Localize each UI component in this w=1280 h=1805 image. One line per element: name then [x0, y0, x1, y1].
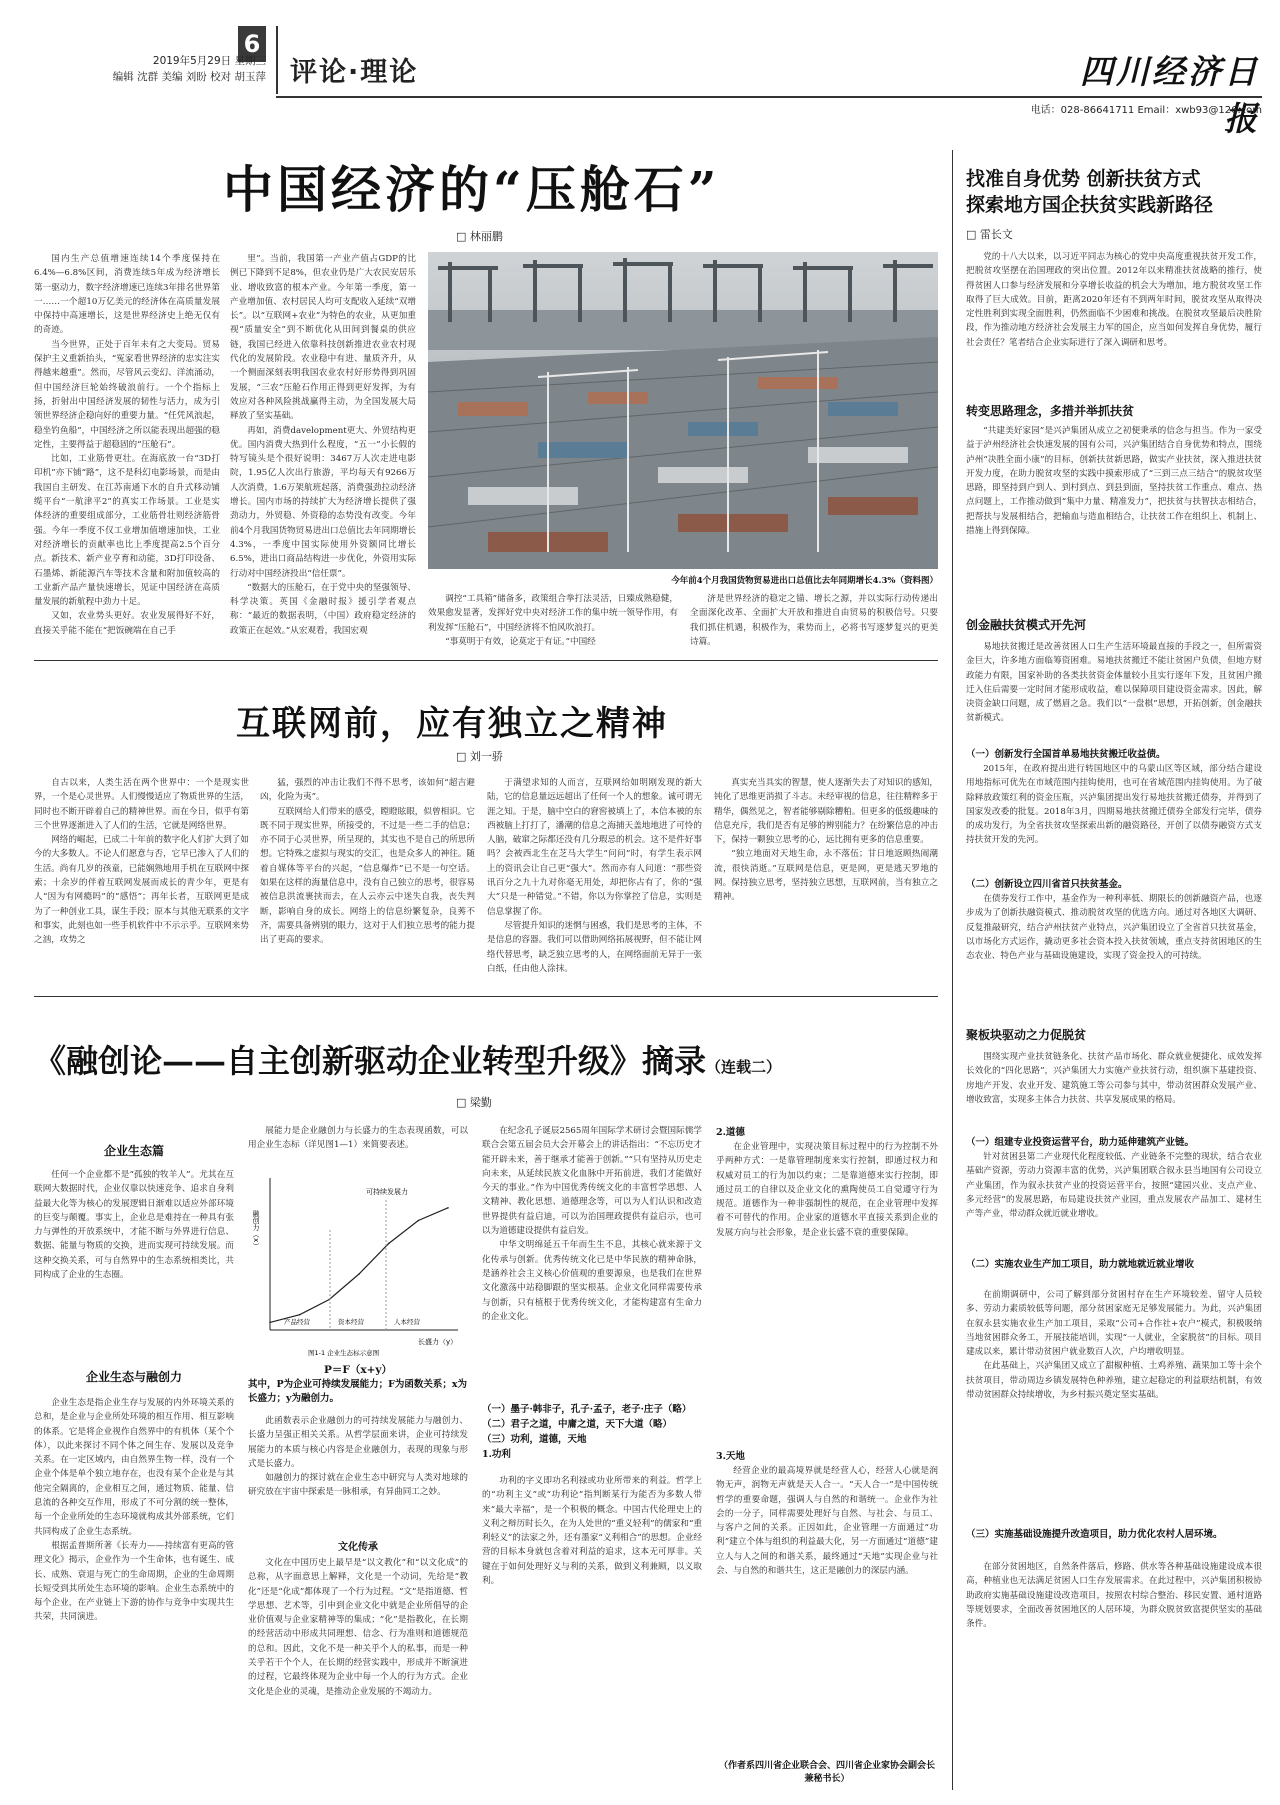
article3-col2b: 此函数表示企业融创力的可持续发展能力与融创力、长盛力呈强正相关关系。从哲学层面来讲，企业可持续发展能力的本质与核心内容是企业融创力，表现的现象与形式是长盛力。 如融创力的探讨就在企业生态中研究与人类对地球的研究放在宇宙中探索是一脉相承，有异曲同工之妙。 [248, 1416, 468, 1498]
section-title: 评论·理论 [290, 57, 419, 88]
sidebar-section-3: 围绕实现产业扶贫链条化、扶贫产品市场化、群众就业便捷化、成效发挥长效化的“四化思路”，兴泸集团大力实施产业扶贫行动，组织旗下基建投资、房地产开发、农业开发、建筑施工等公司参与其中，带动贫困群众发展产业、增收致富，实现多主体合力扶贫、共享发展成果的格局。 [966, 1052, 1262, 1105]
contact-line: 电话：028-86641711 Email：xwb93@126.com [1030, 105, 1262, 116]
sidebar-divider [952, 150, 953, 1790]
article3-col1: 任何一个企业都不是“孤独的牧羊人”。尤其在互联网大数据时代，企业仅靠以快速竞争、追求自身利益最大化等为核心的发展逻辑日渐难以适应外部环境的巨变与颠覆。事实上，企业总是难持在一种具有张力与弹性的开放系统中，才能不断与外界进行信息、数据、能量与物质的交换，进而实现可持续发展。而这种交换关系，可与自然界中的生态系统相类比，共同构成了企业的生态圈。 [34, 1170, 234, 1281]
sustainability-curve [270, 1208, 448, 1323]
page-number: 6 [238, 26, 266, 62]
article1-col4: 济是世界经济的稳定之锚、增长之源，并以实际行动传递出全面深化改革、全面扩大开放和推进自由贸易的积极信号。只要我们抓住机遇，积极作为，乘势而上，必将书写逐梦复兴的更美诗篇。 [690, 594, 938, 647]
article1-byline: □ 林丽鹏 [456, 230, 503, 243]
figure-title: 图1-1 企业生态标示意图 [308, 1349, 380, 1357]
article3-title-main: 《融创论——自主创新驱动企业转型升级》摘录 [34, 1042, 707, 1080]
ecology-curve-chart [248, 1170, 468, 1360]
article3-col3: 在纪念孔子诞辰2565周年国际学术研讨会暨国际儒学联合会第五届会员大会开幕会上的讲话指出：“不忘历史才能开辟未来，善于继承才能善于创新。”“只有坚持从历史走向未来，从延续民族文化血脉中开拓前进，我们才能做好今天的事业。”作为中国优秀传统文化的丰富哲学思想、人文精神、教化思想、道德理念等，可以为人们认识和改造世界提供有益启迪，可以为治国理政提供有益启示，也可以为道德建设提供有益启发。 中华文明绵延五千年而生生不息，其核心就来源于文化传承与创新。优秀传统文化已是中华民族的精神命脉，是涵养社会主义核心价值观的重要源泉，也是我们在世界文化激荡中站稳脚跟的坚实根基。企业文化同样需要传承与创新，只有植根于优秀传统文化，才能构建富有生命力的企业文化。 [482, 1126, 702, 1322]
article3-col3b: 功利的字义即功名利禄或功业所带来的利益。哲学上的“功利主义”或“功利论”指判断某行为能否为多数人带来“最大幸福”，是一个积极的概念。中国古代伦理史上的义利之辩历时长久，在为人处世的“重义轻利”的儒家和“重利轻义”的法家之外，还有墨家“义利相合”的思想。企业经营的目标本身就包含着对利益的追求，这本无可厚非。关键在于如何处理好义与利的关系，做到义利兼顾，以义取利。 [482, 1476, 702, 1587]
stage-label-people: 人本经营 [394, 1318, 420, 1326]
item-gongli-1: 1.功利 [482, 1449, 511, 1460]
curve-point [358, 1273, 360, 1275]
figure-1-1 [248, 1170, 468, 1360]
item-daode: 2.道德 [716, 1127, 745, 1138]
sidebar-heading-3: 聚板块驱动之力促脱贫 [966, 1028, 1087, 1042]
stage-label-capital: 资本经营 [338, 1318, 364, 1326]
subhead-culture: 文化传承 [338, 1542, 378, 1553]
article2-col2: 猛，强烈的冲击让我们不得不思考，该如何“超吉避凶，化险为夷”。 互联网给人们带来的感受，瞠瞪眩眼，似曾相识。它既不同于现实世界，所接受的，不过是一些二手的信息；亦不同于心灵世界，所呈现的，其实也不是自己的所思所想。它特殊之虚拟与现实的交汇，也是众多人的神往。随着自媒体等平台的兴起，“信息爆炸”已不是一句空话。如果在这样的海量信息中，没有自己独立的思考，很容易被信息洪流裹挟而去，在人云亦云中迷失自我，丧失判断，影响自身的成长。网络上的信息纷繁复杂，良莠不齐，需要具备辨别的眼力，这对于人们独立思考的能力提出了更高的要求。 [260, 778, 475, 946]
article1-title: 中国经济的“压舱石” [223, 160, 721, 219]
curve-point [269, 1322, 271, 1324]
article3-title-suffix: （连载二） [706, 1058, 782, 1076]
article3-col2c: 文化在中国历史上最早是“以文教化”和“以文化成”的总称，从字面意思上解释，文化是一个动词，先给是“教化”还是“化成”都体现了一个行为过程。“文”是指道德、哲学思想、艺术等，引申到企业文化中就是企业所倡导的企业价值观与企业家精神等的集成；“化”是指教化，在长期的经营活动中形成共同理想、信念、行为准则和道德规范的总和。因此，文化不是一种关乎个人的私事，而是一种关乎若干个个人，在长期的经营实践中，形成并不断演进的过程，它最终体现为企业中每一个人的行为方式。企业文化是企业的灵魂，是推动企业发展的不竭动力。 [248, 1558, 468, 1697]
sidebar-heading-3a: （一）组建专业投资运营平台，助力延伸建筑产业链。 [966, 1137, 1195, 1148]
sidebar-heading-2b: （二）创新设立四川省首只扶贫基金。 [966, 879, 1128, 890]
sidebar-section-2a: 2015年，在政府提出进行转国地区中的乌蒙山区等区域，部分结合建设用地指标可优先在市域范围内挂钩使用，也可在省域范围内挂钩使用。为了破除释放政策红利的资金压瓶，兴泸集团提出发行易地扶贫搬迁债券，并得到了国家发改委的批复。2018年3月，四期易地扶贫搬迁债券全部发行完毕，债券的成功发行，为全省扶贫攻坚探索出新的融资路径，开创了以债券融资方式支持扶贫开发的先河。 [966, 764, 1262, 846]
article3-col3-items [482, 1402, 702, 1462]
article3-col2: 展能力是企业融创力与长盛力的生态表现函数，可以用企业生态标（详见图1—1）来简要表述。 [248, 1126, 468, 1151]
x-axis-label: 长盛力（y） [418, 1338, 458, 1346]
curve-label: 可持续发展力 [366, 1188, 408, 1196]
stage-label-product: 产品经营 [284, 1318, 310, 1326]
masthead: 四川经济日报 [1080, 52, 1260, 138]
article2-title: 互联网前，应有独立之精神 [236, 704, 668, 744]
article3-byline: □ 梁勤 [456, 1096, 492, 1109]
curve-point [447, 1207, 449, 1209]
sidebar-section-2: 易地扶贫搬迁是改善贫困人口生产生活环境最直接的手段之一，但所需资金巨大，许多地方面临筹资困难。易地扶贫搬迁不能让贫困户负债，但地方财政能力有限，国家补助的各类扶贫资金体量较小且实行逐年下发，且贫困户搬迁入住后需要一定时间才能形成收益，难以保障项目建设资金需求。因此，解决资金缺口问题，成了燃眉之急。我们以“一盘棋”思想，开拓创新，创金融扶贫新模式。 [966, 642, 1262, 724]
header-divider [276, 26, 278, 94]
sidebar-section-3b: 在前期调研中，公司了解到部分贫困村存在生产环境较差、留守人员较多、劳动力素质较低等问题，部分贫困家庭无足够发展能力。为此，兴泸集团在叙永县实施农业生产加工项目，采取“公司+合作社+农户”模式，积极吸纳当地贫困群众务工，开展技能培训，实现“一人就业，全家脱贫”的目标。项目建成以来，累计带动贫困户就业数百人次，户均增收明显。 在此基础上，兴泸集团又成立了甜椒种植、土鸡养殖、蔬果加工等十余个扶贫项目，带动周边乡镇发展特色种养殖，建立起稳定的利益联结机制，有效带动贫困群众持续增收，为乡村振兴奠定坚实基础。 [966, 1290, 1262, 1401]
divider-2 [34, 996, 938, 997]
sidebar-heading-2: 创金融扶贫模式开先河 [966, 618, 1087, 632]
subhead-ecology-and-fusion: 企业生态与融创力 [85, 1370, 182, 1384]
sidebar-heading-2a: （一）创新发行全国首单易地扶贫搬迁收益债。 [966, 749, 1166, 760]
photo-caption: 今年前4个月我国货物贸易进出口总值比去年同期增长4.3%（资料图） [671, 576, 938, 586]
article3-col4: 在企业管理中，实现决策目标过程中的行为控制不外乎两种方式：一是靠管理制度来实行控制，即通过权力和权威对员工的行为加以约束；二是靠道德来实行控制，即通过员工的自律以及企业文化的熏陶使员工自觉遵守行为规范。道德作为一种非强制性的规范，在企业管理中发挥着不可替代的作用。企业家的道德水平直接关系到企业的发展方向与社会形象，是企业长盛不衰的重要保障。 [716, 1142, 938, 1238]
container-port-illustration [428, 252, 938, 569]
article2-col4: 真实充当具实的智慧，使人逐渐失去了对知识的感知，钝化了思维更消损了斗志。未经审视的信息，往往精粹多于精华，偶然见之，智者能够剔除糟粕。但更多的低级趣味的信息充斥，我们是否有足够的辨别能力？在纷繁信息的冲击下，保持一颗独立思考的心，远比拥有更多的信息重要。 “独立地面对天地生命，永不落伍；甘日地返顾热闹潮流，很快消逝。”互联网是信息，更是网，更是逃天罗地的网。保持独立思考，坚持独立思想，互联网前，当有独立之精神。 [714, 778, 938, 903]
article1-col3: 调控“工具箱”储备多，政策组合拳打法灵活，日臻成熟稳健，效果愈发显著，发挥好党中央对经济工作的集中统一领导作用，有利发挥“压舱石”，中国经济将不怕风吹浪打。 “事莫明于有效，论莫定于有证。”中国经 [428, 594, 678, 647]
article1-col1: 国内生产总值增速连续14个季度保持在6.4%—6.8%区间，消费连续5年成为经济增长第一驱动力，数字经济增速已连续3年排名世界第一……一个超10万亿美元的经济体在高质量发展中保持中高速增长，这是世界经济史上绝无仅有的奇迹。 当今世界，正处于百年未有之大变局。贸易保护主义重新抬头，“冤家看世界经济的忠实注实得越来越重”。然而，尽管风云变幻、洋流涌动，但中国经济巨轮始终破浪前行。一个个指标上扬，折射出中国经济发展的韧性与活力，成为引领世界经济企稳向好的重要力量。“任凭风浪起，稳坐钓鱼船”，中国经济之所以能表现出超强的稳定性，主要得益于超稳固的“压舱石”。 比如，工业筋骨更壮。在海底放一台“3D打印机”亦下铺“路”，这不是科幻电影场景，而是由我国自主研发、在江苏南通下水的自升式移动铺缆平台“一航津平2”的真实工作场景。工业是实体经济的重要组成部分，工业筋骨壮则经济筋骨强。今年一季度不仅工业增加值增速加快，工业对经济增长的贡献率也比上季度提高2.5个百分点。新技术、新产业亨育和动能，3D打印设备、石墨烯、新能源汽车等技术含量和附加值较高的工业新产品产量快速增长，见证中国经济在高质量发展的新航程中劲力十足。 又如，农业势头更好。农业发展得好不好，直接关乎能不能在“把饭碗端在自己手 [34, 254, 220, 636]
sidebar-section-3a: 针对贫困县第二产业现代化程度较低、产业链条不完整的现状，结合农业基础产资源，劳动力资源丰富的优势，兴泸集团联合叙永县当地国有公司设立产业集团，作为叙永扶贫产业的投资运营平台，按照“建园兴业、支点产业、多元经营”的发展思路，布局建设扶贫产业园，重点发展农产品加工、建材生产等产业，带动群众就近就业增收。 [966, 1152, 1262, 1220]
header-rule [276, 96, 1262, 98]
series-group [269, 1207, 449, 1323]
sidebar-section-3c: 在部分贫困地区，自然条件落后，修路、供水等各种基础设施建设成本很高，种植业也无法满足贫困人口生存发展需求。在此过程中，兴泸集团积极协助政府实施基础设施建设改造项目，按照农村综合整治、移民安置、通村道路等规划要求，全面改善贫困地区的人居环境，为群众脱贫致富提供坚实的基础条件。 [966, 1562, 1262, 1630]
article3-col1b: 企业生态是指企业生存与发展的内外环境关系的总和，是企业与企业所处环境的相互作用、相互影响的体系。它是将企业视作自然界中的有机体（某个个体），以此来探讨不同个体之间生存、发展以及竞争关系。在一定区域内，由自然界生物一样，没有一个企业个体是单个独立地存在，也没有某个企业是与其他完全隔离的，企业相互之间，通过物质、能量、信息流的各种交互作用，形成了不可分割的统一整体，每一个企业所处的生态环境就构成其外部系统，它们共同构成了企业生态系统。 根据孟普斯所著《长寿力——持续富有更高的管理文化》揭示，企业作为一个生命体，也有诞生、成长、成熟、衰退与死亡的生命周期，企业的生命周期长短受到其所处生态环境的影响。企业生态系统中的每个企业，在产业链上下游的协作与竞争中实现共生共荣，共同演进。 [34, 1398, 234, 1623]
subhead-enterprise-ecology: 企业生态篇 [103, 1144, 164, 1158]
curve-point [388, 1243, 390, 1245]
editors-line: 编辑 沈群 美编 刘盼 校对 胡玉萍 [112, 71, 266, 83]
article2-col3: 于满望求知的人而言，互联网给如明刚发现的新大陆，它的信息量远远超出了任何一个人的想象。诚可谓无涯之知。于是，脑中空白的窘窖被填上了，本信本被的东西被脑上打打了，潘潮的信息之海捕天盖地地进了可怜的人脑，破窜之际都还没有几分瑕忌的机会。这不是件好事吗？会被西北生在芝马大学生“问问”时，有学生表示网上的资讯会让自己更“强大”。然而亦有人问道：“那些资讯百分之九十九对你毫无用处，却把你占有了，你的“强大”只是一种错觉。”不错，你以为你掌控了信息，实则是信息掌握了你。 尽管提升知识的迷惘与困惑，我们是思考的主体，不是信息的容器。我们可以借助网络拓展视野，但不能让网络代替思考，缺乏独立思考的人，在网络面前无异于一张白纸，任由他人涂抹。 [487, 778, 702, 974]
figure-formula: P＝F（x+y） [323, 1364, 392, 1376]
sidebar-title [966, 166, 1262, 218]
sidebar-section-2b: 在债券发行工作中，基金作为一种利率低、期限长的创新融资产品，也逐步成为了创新扶融资模式、推动脱贫攻坚的优选方向。通过对各地区大调研、反复推敲研究，结合泸州扶贫产业特点，兴泸集团设立了全省首只扶贫基金，以市场化方式运作，撬动更多社会资本投入扶贫领域，重点支持贫困地区的生态农业、特色产业与基础设施建设，实现了资金投入的可持续。 [966, 894, 1262, 962]
article2-byline: □ 刘一骄 [456, 750, 503, 763]
item-junzi: （二）君子之道，中庸之道，天下大道（略） [482, 1419, 673, 1430]
divider-1 [34, 660, 938, 661]
sidebar-title-line1: 找准自身优势 创新扶贫方式 [966, 168, 1201, 190]
curve-point [418, 1220, 420, 1222]
item-gongli: （三）功利，道德，天地 [482, 1434, 587, 1445]
author-note: （作者系四川省企业联合会、四川省企业家协会副会长兼秘书长） [718, 1761, 935, 1784]
date-line: 2019年5月29日 星期三 [152, 55, 266, 67]
item-mozi: （一）墨子·韩非子，孔子·孟子，老子·庄子（略） [482, 1404, 692, 1415]
sidebar-title-line2: 探索地方国企扶贫实践新路径 [966, 194, 1214, 216]
sidebar-heading-3b: （二）实施农业生产加工项目，助力就地就近就业增收 [966, 1259, 1195, 1270]
item-tiandi: 3.天地 [716, 1451, 745, 1462]
sidebar-section-1: “共建美好家园”是兴泸集团从成立之初便秉承的信念与担当。作为一家受益于泸州经济社会快速发展的国有公司，兴泸集团结合自身优势和特点，围绕泸州“决胜全面小康”的目标，创新扶贫新思路，做实产业扶贫，深入推进扶贫开发力度，在助力脱贫攻坚的实践中摸索形成了“三到三点三结合”的脱贫攻坚思路，即坚持到户到人、到村到点、到县到面，坚持扶贫工作重点、难点、热点问题上，工作推动做到“集中力量、精准发力”，把扶贫与扶智扶志相结合，把帮扶与发展相结合，把输血与造血相结合，让扶贫工作在组织上、机制上、措施上得到保障。 [966, 426, 1262, 537]
article1-col2: 里”。当前，我国第一产业产值占GDP的比例已下降到不足8%，但农业仍是广大农民安居乐业、增收致富的根本产业。今年第一季度，第一产业增加值、农村居民人均可支配收入延续“双增长”。以“互联网+农业”为特色的农业，从更加重视“质量安全”到不断优化从田间到餐桌的供应链，我国已经进入依靠科技创新推进农业农村现代化的发展阶段。农业稳中有进、量质齐升，从一个侧面深刻表明我国农业农村好形势得到巩固发展，“三农”压舱石作用正得到更好发挥，为有效应对各种风险挑战赢得主动，为全国发展大局释放了坚实基础。 再如，消费davelopment更大、外贸结构更优。国内消费大热到什么程度，“五一”小长假的特写镜头是个很好说明：3467万人次走进电影院，1.95亿人次出行旅游，平均每天有9266万人次消费，1.6万架航班起落，消费强劲拉动经济增长。国内市场的持续扩大为经济增长提供了强劲动力，外贸稳、外资稳的态势没有改变。今年前4个月我国货物贸易进出口总值比去年同期增长4.3%，一季度中国实际使用外资额同比增长6.5%，进出口商品结构进一步优化，外资用实际行动对中国经济投出“信任票”。 “数据大的压舱石，在于党中央的坚强领导、科学决策。英国《金融时报》援引学者观点称：“最近的数据表明，（中国）政府稳定经济的政策正在起效。”从宏观看，我国宏观 [230, 254, 416, 636]
article2-col1: 自古以来，人类生活在两个世界中：一个是现实世界，一个是心灵世界。人们慢慢适应了物质世界的生活，同时也不断开辟着自己的精神世界。而在今日，似乎有第三个世界逐渐进入了人们的生活，它就是网络世界。 网络的崛起，已成二十年前的数字化人们扩大到了如今的大多数人。不论人们愿意与否，它早已渗入了人们的生活。尚有几岁的孩童，已能娴熟地用手机在互联网中探索；十余岁的伴着互联网发展而成长的青少年，更是有人“因为有网瘾吗”的“感悟”；再年长者，互联网更是成为了一种创业工具，谋生手段；原本与其他无联系的文字和事实，此刻也如一些手机软件中不示示乎。互联网来势之汹，攻势之 [34, 778, 249, 946]
sidebar-heading-1: 转变思路理念，多措并举抓扶贫 [966, 404, 1135, 418]
article3-title [34, 1036, 781, 1082]
curve-point [299, 1314, 301, 1316]
port-photo [428, 252, 938, 569]
article3-col4b: 经营企业的最高境界就是经营人心，经营人心就是润物无声，润物无声就是天人合一。“天人合一”是中国传统哲学的重要命题，强调人与自然的和谐统一。企业作为社会的一分子，同样需要处理好与自然、与社会、与员工、与客户之间的关系。正因如此，企业管理一方面通过“功利”建立个体与组织的利益最大化，另一方面通过“道德”建立人与人之间的和谐关系，最终通过“天地”实现企业与社会、与自然的和谐共生，这正是融创力的深层内涵。 [716, 1466, 938, 1577]
y-axis-label: 融创力（x） [252, 1210, 260, 1250]
sidebar-intro: 党的十八大以来，以习近平同志为核心的党中央高度重视扶贫开发工作，把脱贫攻坚摆在治国理政的突出位置。2012年以来精准扶贫战略的推行，使得贫困人口参与经济发展和分享增长收益的机会大为增加，地方脱贫攻坚工作取得了巨大成效。目前，距离2020年还有不到两年时间，脱贫攻坚从取得决定性胜利到实现全面胜利，仍然面临不少困难和挑战。在脱贫攻坚最后决胜阶段，作为推动地方经济社会发展主力军的国企，应当如何发挥自身优势，履行社会责任？笔者结合企业实际进行了深入调研和思考。 [966, 252, 1262, 348]
sidebar-heading-3c: （三）实施基础设施提升改造项目，助力优化农村人居环境。 [966, 1529, 1223, 1540]
figure-legend: 其中，P为企业可持续发展能力；F为函数关系；x为长盛力；y为融创力。 [248, 1379, 468, 1404]
sidebar-byline: □ 雷长文 [966, 228, 1013, 241]
